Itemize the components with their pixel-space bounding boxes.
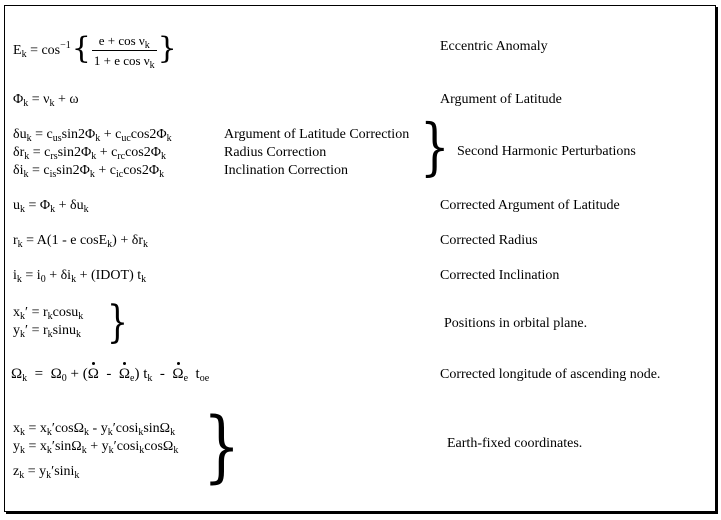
eq-earth-x: $x_k = x_k'\cos\Omega_k - y_k'\cos i_k\sin\Omega_k$ <box>13 421 176 438</box>
label-eccentric-anomaly: Eccentric Anomaly <box>440 39 548 54</box>
eq-arg-lat-correction: $\delta u_k = c_{us}\sin 2\Phi_k + c_{uc}\cos 2\Phi_k$ <box>13 127 172 144</box>
label-orbital-plane: Positions in orbital plane. <box>444 316 588 331</box>
label-earth-fixed: Earth-fixed coordinates. <box>447 436 583 451</box>
eq-orbital-x: $x_k' = r_k\cos u_k$ <box>13 305 84 322</box>
eq-radius-correction: $\delta r_k = c_{rs}\sin 2\Phi_k + c_{rc}\cos 2\Phi_k$ <box>13 145 166 162</box>
eq-orbital-y: $y_k' = r_k\sin u_k$ <box>13 323 81 340</box>
label-ascending-node: Corrected longitude of ascending node. <box>440 367 661 382</box>
eq-argument-of-latitude: $\Phi_k = \nu_k + \omega$ <box>13 92 79 109</box>
label-corrected-inclination: Corrected Inclination <box>440 268 560 283</box>
eq-corrected-radius: $r_k = A(1 - e$ $\cos E_k) + \delta r_k$ <box>13 233 148 250</box>
label-radius-correction: Radius Correction <box>224 145 327 160</box>
brace-harmonic: } <box>420 110 450 183</box>
label-inclination-correction: Inclination Correction <box>224 163 349 178</box>
brace-orbital: } <box>107 297 128 348</box>
label-arg-lat-correction: Argument of Latitude Correction <box>224 127 410 142</box>
eq-earth-z: $z_k = y_k'\sin i_k$ <box>13 464 80 481</box>
eq-corrected-arg-lat: $u_k = \Phi_k + \delta u_k$ <box>13 198 89 215</box>
eq-earth-y: $y_k = x_k'\sin\Omega_k + y_k'\cos i_k\cos\Omega_k$ <box>13 439 179 456</box>
label-second-harmonic: Second Harmonic Perturbations <box>457 144 636 159</box>
label-argument-of-latitude: Argument of Latitude <box>440 92 562 107</box>
eq-ascending-node: $\Omega_k = \Omega_0 + (\Omega - \Omega_e)$ $t_k - \Omega_e$ $t_{oe}$ <box>11 366 210 384</box>
label-corrected-arg-lat: Corrected Argument of Latitude <box>440 198 620 213</box>
eq-eccentric-anomaly: $E_k = \cos^{-1}$ { $\frac{e + \cos \nu_k}{1 + e \cos \nu_k}$ } <box>13 30 177 71</box>
eq-corrected-inclination: $i_k = i_0 + \delta i_k$ + (IDOT) $t_k$ <box>13 268 147 285</box>
brace-earth-fixed: } <box>203 402 241 492</box>
eq-inclination-correction: $\delta i_k = c_{is}\sin 2\Phi_k + c_{ic}\cos 2\Phi_k$ <box>13 163 165 180</box>
label-corrected-radius: Corrected Radius <box>440 233 538 248</box>
